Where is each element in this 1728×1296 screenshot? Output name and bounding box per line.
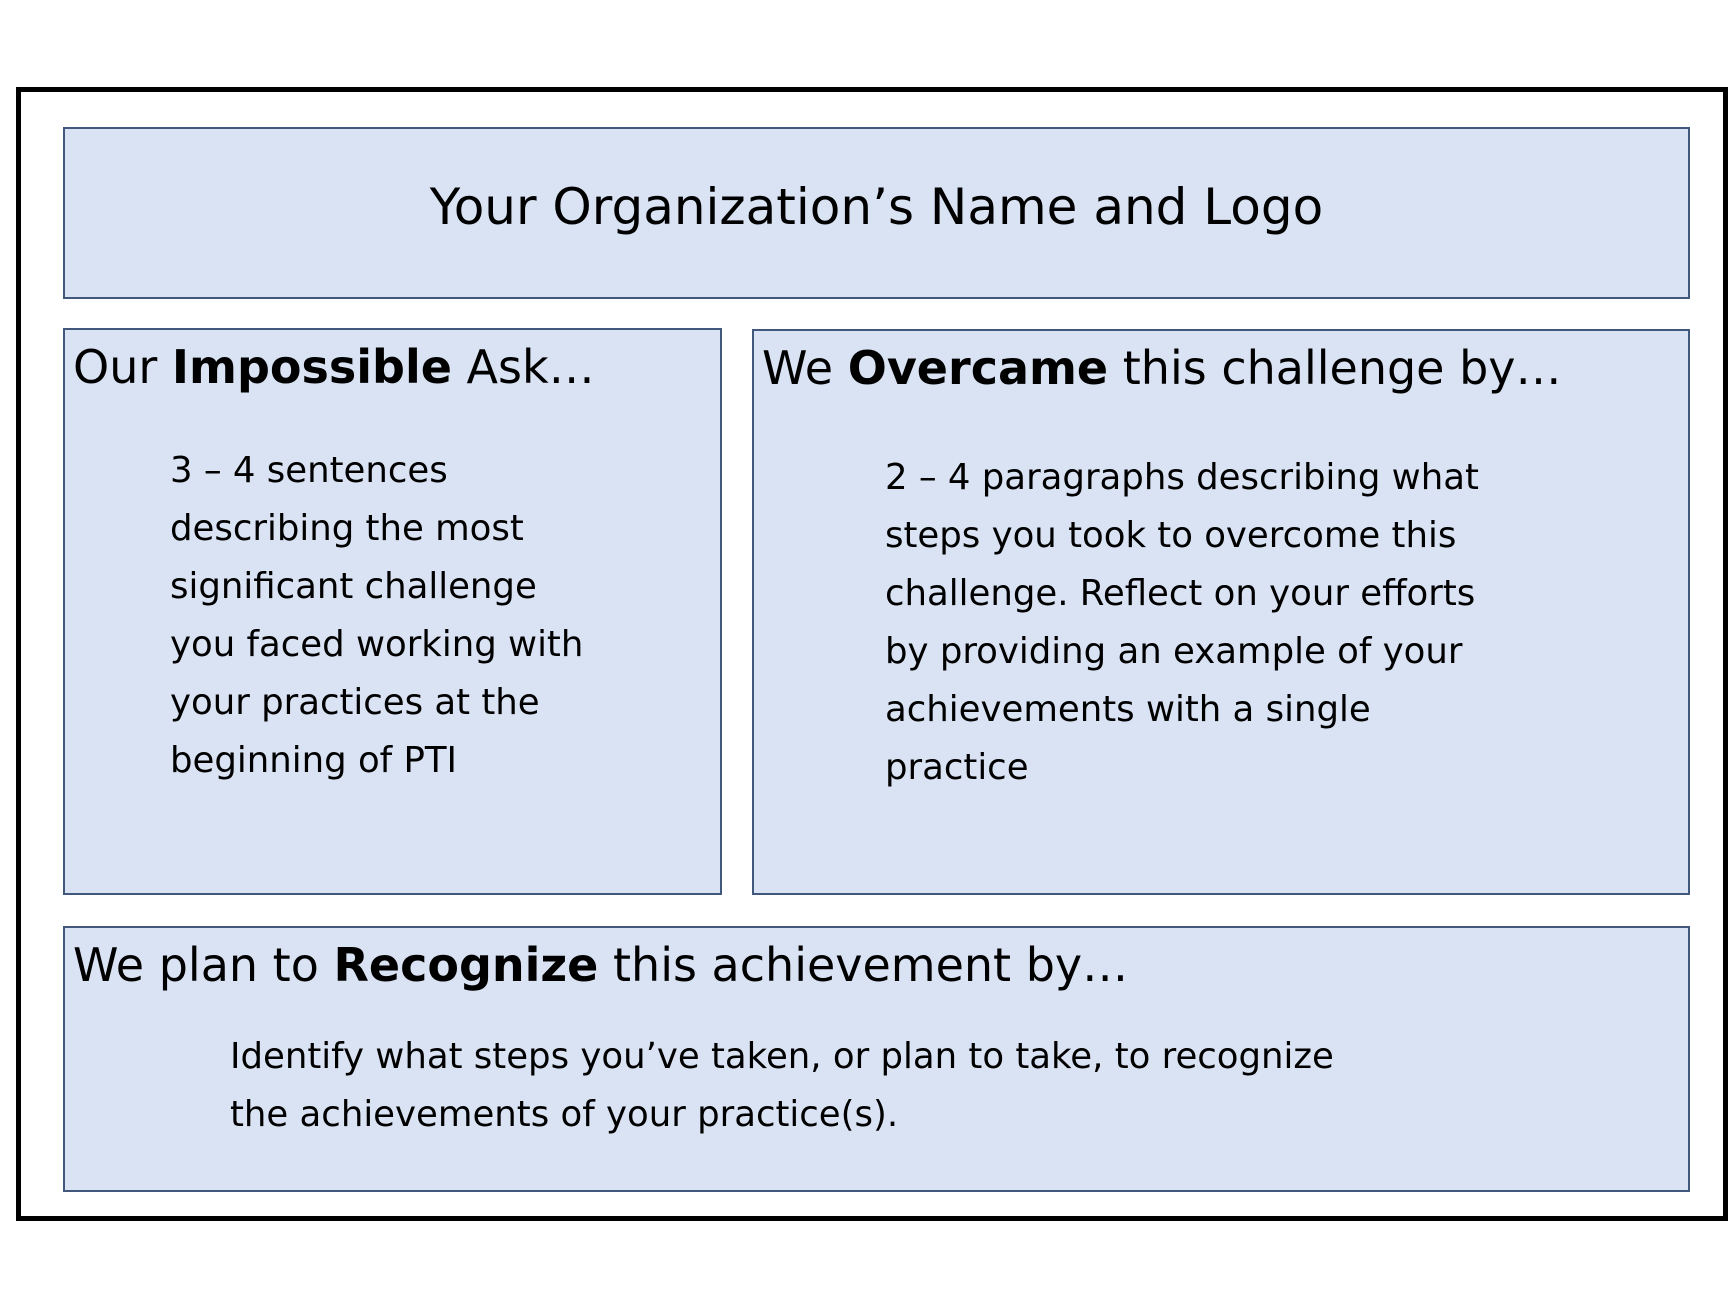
overcame-challenge-heading [762, 339, 1562, 397]
heading-text: this challenge by… [1108, 341, 1562, 395]
recognize-achievement-box [63, 926, 1690, 1192]
body-line: beginning of PTI [170, 740, 458, 781]
body-line: achievements with a single [885, 689, 1371, 730]
body-line: by providing an example of your [885, 631, 1463, 672]
impossible-ask-box [63, 328, 722, 895]
body-line: 2 – 4 paragraphs describing what [885, 457, 1479, 498]
body-line: practice [885, 747, 1029, 788]
organization-header-box [63, 127, 1690, 299]
body-line: describing the most [170, 508, 524, 549]
impossible-ask-heading [73, 338, 595, 396]
heading-text: this achievement by… [598, 938, 1129, 992]
body-line: your practices at the [170, 682, 540, 723]
body-line: significant challenge [170, 566, 537, 607]
organization-name-logo-placeholder: Your Organization’s Name and Logo [429, 178, 1324, 236]
recognize-achievement-heading [73, 936, 1128, 994]
heading-text: Ask… [451, 340, 595, 394]
body-line: Identify what steps you’ve taken, or plan to take, to recognize [230, 1036, 1334, 1077]
heading-emphasis: Impossible [171, 340, 452, 394]
heading-text: Our [73, 340, 172, 394]
body-line: the achievements of your practice(s). [230, 1094, 899, 1135]
recognize-achievement-description [230, 1028, 1610, 1144]
impossible-ask-description [170, 442, 710, 790]
overcame-challenge-box [752, 329, 1690, 895]
body-line: you faced working with [170, 624, 584, 665]
body-line: 3 – 4 sentences [170, 450, 448, 491]
overcame-challenge-description [885, 449, 1675, 797]
heading-emphasis: Overcame [847, 341, 1109, 395]
heading-text: We [762, 341, 848, 395]
body-line: challenge. Reflect on your efforts [885, 573, 1476, 614]
heading-text: We plan to [73, 938, 334, 992]
heading-emphasis: Recognize [333, 938, 599, 992]
body-line: steps you took to overcome this [885, 515, 1457, 556]
